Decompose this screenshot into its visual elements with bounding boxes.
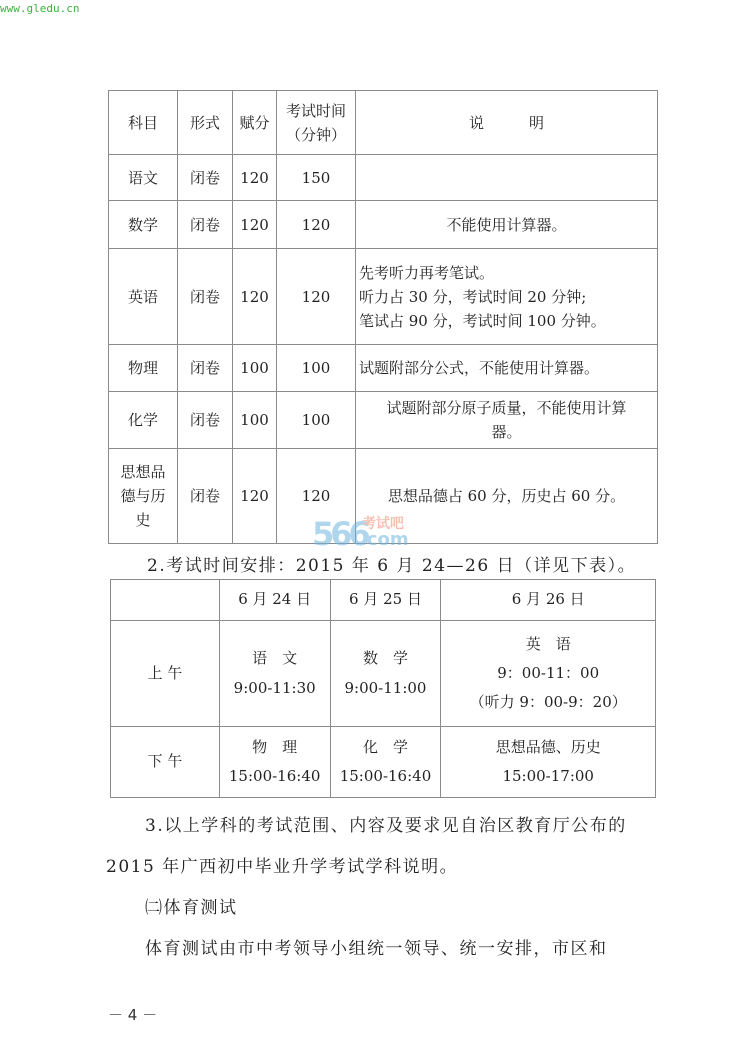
schedule-row-morning xyxy=(111,621,656,727)
exam-time: 15:00-16:40 xyxy=(228,767,321,785)
cell-subject: 物理 xyxy=(109,345,178,392)
schedule-row-afternoon xyxy=(111,727,656,798)
logo-number: 566 xyxy=(312,515,367,553)
cell-time: 120 xyxy=(277,249,356,345)
page-number: － 4 － xyxy=(108,1006,158,1024)
subjects-table xyxy=(108,90,658,544)
cell-score: 120 xyxy=(233,201,277,249)
note-line: 先考听力再考笔试。 xyxy=(359,263,495,282)
header-score: 赋分 xyxy=(233,91,277,155)
exam-subject: 英 语 xyxy=(525,634,571,653)
header-time-line1: 考试时间 xyxy=(285,101,346,120)
empty-corner-cell xyxy=(111,580,220,621)
site-watermark: www.gledu.cn xyxy=(0,2,80,15)
exam-time: 9:00-11:00 xyxy=(344,678,427,697)
cell-form: 闭卷 xyxy=(178,249,233,345)
cell-note: 不能使用计算器。 xyxy=(356,201,658,249)
logo-domain: .com xyxy=(360,529,409,550)
exam-subject: 化 学 xyxy=(362,737,408,756)
cell-note: 思想品德占 60 分，历史占 60 分。 xyxy=(356,449,658,544)
subject-line: 史 xyxy=(135,511,151,529)
cell-score: 120 xyxy=(233,249,277,345)
exam-subject: 物 理 xyxy=(252,737,298,756)
schedule-header-row xyxy=(111,580,656,621)
logo-text: 考试吧 xyxy=(362,516,404,532)
cell-time: 100 xyxy=(277,345,356,392)
cell-subject: 语文 xyxy=(109,155,178,201)
cell-subject: 化学 xyxy=(109,392,178,449)
header-time-line2: （分钟） xyxy=(285,125,346,144)
subject-line: 思想品 xyxy=(120,463,166,481)
schedule-table xyxy=(110,579,656,798)
cell-subject: 数学 xyxy=(109,201,178,249)
cell-time: 100 xyxy=(277,392,356,449)
cell-note xyxy=(356,392,658,449)
date-header: 6 月 26 日 xyxy=(441,580,656,621)
subject-line: 德与历 xyxy=(120,487,166,505)
schedule-cell xyxy=(441,621,656,727)
exam-subject: 思想品德、历史 xyxy=(495,737,601,756)
exam-subject: 语 文 xyxy=(252,649,298,668)
table-row xyxy=(109,345,658,392)
cell-subject: 英语 xyxy=(109,249,178,345)
date-header: 6 月 24 日 xyxy=(219,580,330,621)
header-subject: 科目 xyxy=(109,91,178,155)
cell-form: 闭卷 xyxy=(178,155,233,201)
schedule-heading: 2.考试时间安排：2015 年 6 月 24—26 日（详见下表）。 xyxy=(147,556,637,576)
exam-time: 15:00-16:40 xyxy=(339,767,432,785)
cell-subject xyxy=(109,449,178,544)
exam-subject: 数 学 xyxy=(362,649,408,668)
schedule-cell xyxy=(219,727,330,798)
header-form: 形式 xyxy=(178,91,233,155)
exam-time: 15:00-17:00 xyxy=(502,767,594,785)
schedule-cell xyxy=(441,727,656,798)
paragraph-3-line1: 3.以上学科的考试范围、内容及要求见自治区教育厅公布的 xyxy=(145,816,627,836)
table-row xyxy=(109,449,658,544)
table-header-row xyxy=(109,91,658,155)
cell-form: 闭卷 xyxy=(178,392,233,449)
table-row xyxy=(109,249,658,345)
section-heading-sports: ㈡体育测试 xyxy=(145,898,238,918)
cell-score: 100 xyxy=(233,392,277,449)
period-label: 下 午 xyxy=(111,727,220,798)
cell-note: 试题附部分公式，不能使用计算器。 xyxy=(356,345,658,392)
table-row xyxy=(109,392,658,449)
cell-score: 120 xyxy=(233,155,277,201)
cell-note xyxy=(356,249,658,345)
cell-time: 120 xyxy=(277,201,356,249)
cell-form: 闭卷 xyxy=(178,201,233,249)
schedule-cell xyxy=(330,727,441,798)
cell-note xyxy=(356,155,658,201)
note-line: 听力占 30 分，考试时间 20 分钟; xyxy=(359,287,587,306)
sports-paragraph-line1: 体育测试由市中考领导小组统一领导、统一安排，市区和 xyxy=(145,939,608,959)
exam-time: 9：00-11：00 xyxy=(497,663,600,682)
schedule-cell xyxy=(330,621,441,727)
exam-time: 9:00-11:30 xyxy=(233,678,316,697)
cell-time: 150 xyxy=(277,155,356,201)
table-row xyxy=(109,155,658,201)
header-time xyxy=(277,91,356,155)
note-line: 试题附部分原子质量，不能使用计算 xyxy=(386,399,627,417)
note-line: 笔试占 90 分，考试时间 100 分钟。 xyxy=(359,311,606,330)
exam-extra: （听力 9：00-9：20） xyxy=(469,693,627,712)
table-row xyxy=(109,201,658,249)
date-header: 6 月 25 日 xyxy=(330,580,441,621)
period-label: 上 午 xyxy=(111,621,220,727)
cell-form: 闭卷 xyxy=(178,345,233,392)
cell-score: 120 xyxy=(233,449,277,544)
note-line: 器。 xyxy=(491,423,522,441)
cell-form: 闭卷 xyxy=(178,449,233,544)
schedule-cell xyxy=(219,621,330,727)
header-note: 说 明 xyxy=(356,91,658,155)
cell-time: 120 xyxy=(277,449,356,544)
paragraph-3-line2: 2015 年广西初中毕业升学考试学科说明。 xyxy=(106,857,459,877)
cell-score: 100 xyxy=(233,345,277,392)
